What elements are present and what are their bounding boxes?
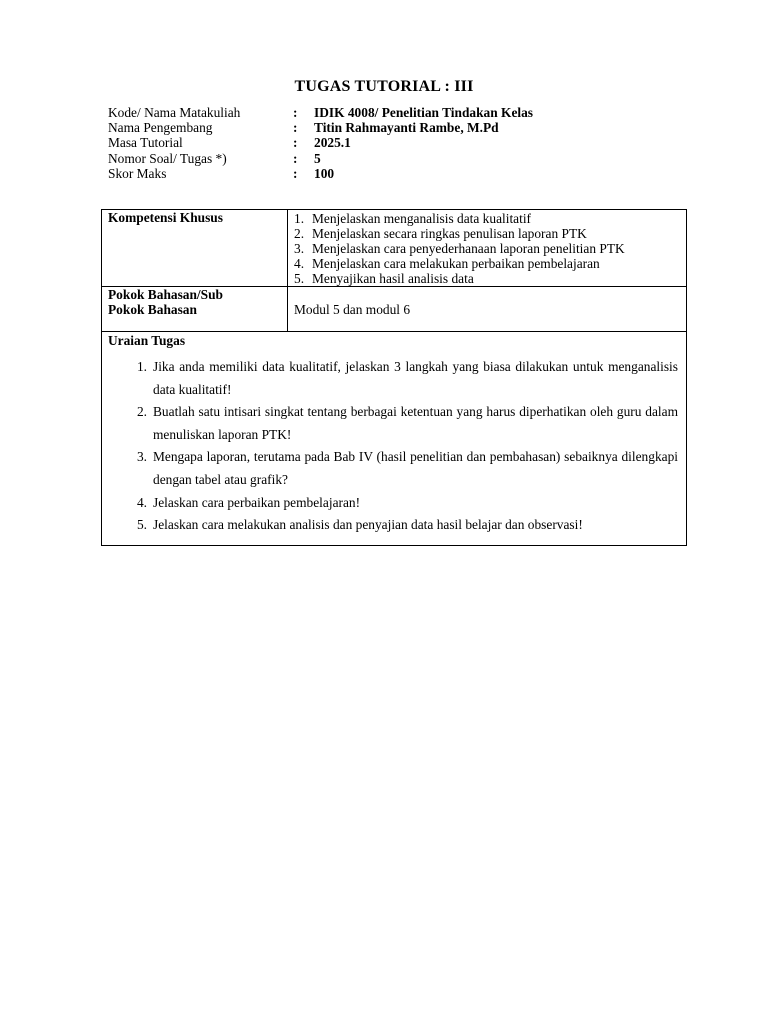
course-info-row — [108, 166, 533, 181]
task-number: 3. — [136, 449, 147, 465]
task-item — [108, 356, 680, 401]
info-label: Nama Pengembang — [108, 120, 213, 136]
info-label: Skor Maks — [108, 165, 167, 181]
info-value: 100 — [314, 165, 335, 181]
task-number: 2. — [136, 404, 147, 420]
course-info-table — [108, 105, 533, 181]
info-separator: : — [293, 165, 298, 181]
info-value: 2025.1 — [314, 135, 351, 151]
competency-item — [294, 271, 680, 286]
competency-text: Menjelaskan secara ringkas penulisan laporan PTK — [312, 226, 587, 241]
competency-text: Menjelaskan cara melakukan perbaikan pembelajaran — [312, 256, 600, 271]
competency-item — [294, 211, 680, 226]
competency-list — [294, 211, 680, 286]
task-item — [108, 492, 680, 515]
course-info-row — [108, 105, 533, 120]
competency-item — [294, 241, 680, 256]
competency-item — [294, 226, 680, 241]
task-text: Mengapa laporan, terutama pada Bab IV (hasil penelitian dan pembahasan) sebaiknya dilengkapi dengan tabel atau grafik? — [153, 449, 678, 487]
info-label: Nomor Soal/ Tugas *) — [108, 150, 227, 166]
task-item — [108, 514, 680, 537]
task-text: Jika anda memiliki data kualitatif, jelaskan 3 langkah yang biasa dilakukan untuk menganalisis data kualitatif! — [153, 359, 678, 397]
task-item — [108, 446, 680, 491]
topic-value: Modul 5 dan modul 6 — [294, 301, 411, 317]
course-info-row — [108, 135, 533, 150]
competency-number: 3. — [294, 241, 305, 256]
info-label: Kode/ Nama Matakuliah — [108, 105, 241, 120]
info-value: 5 — [314, 150, 321, 166]
course-info-row — [108, 151, 533, 166]
competency-number: 1. — [294, 211, 305, 226]
course-info-row — [108, 120, 533, 135]
competency-number: 2. — [294, 226, 305, 241]
topic-label — [102, 287, 288, 331]
info-separator: : — [293, 150, 298, 166]
info-label: Masa Tutorial — [108, 135, 183, 151]
task-text: Jelaskan cara perbaikan pembelajaran! — [153, 494, 361, 510]
document-title: TUGAS TUTORIAL : III — [294, 78, 474, 95]
competency-list-cell — [288, 210, 686, 286]
task-section — [102, 332, 686, 545]
competency-text: Menyajikan hasil analisis data — [312, 271, 474, 286]
info-separator: : — [293, 120, 298, 136]
topic-label-line: Pokok Bahasan — [108, 301, 197, 317]
task-text: Jelaskan cara melakukan analisis dan penyajian data hasil belajar dan observasi! — [153, 517, 583, 533]
task-number: 4. — [136, 494, 147, 510]
task-section-heading: Uraian Tugas — [108, 333, 186, 348]
competency-item — [294, 256, 680, 271]
task-item — [108, 401, 680, 446]
info-value: IDIK 4008/ Penelitian Tindakan Kelas — [314, 105, 534, 120]
competency-number: 5. — [294, 271, 305, 286]
competency-label: Kompetensi Khusus — [102, 210, 288, 286]
task-text: Buatlah satu intisari singkat tentang berbagai ketentuan yang harus diperhatikan oleh guru dalam menuliskan laporan PTK! — [153, 404, 678, 442]
task-list — [108, 356, 680, 537]
topic-label-line: Pokok Bahasan/Sub — [108, 287, 223, 302]
competency-text: Menjelaskan cara penyederhanaan laporan penelitian PTK — [312, 241, 625, 256]
topic-row — [102, 287, 686, 332]
assignment-table — [101, 209, 687, 546]
task-number: 1. — [136, 359, 147, 374]
info-separator: : — [293, 105, 298, 120]
competency-row — [102, 210, 686, 287]
competency-text: Menjelaskan menganalisis data kualitatif — [312, 211, 532, 226]
info-value: Titin Rahmayanti Rambe, M.Pd — [314, 120, 499, 136]
task-number: 5. — [136, 517, 147, 533]
info-separator: : — [293, 135, 298, 151]
competency-number: 4. — [294, 256, 305, 271]
